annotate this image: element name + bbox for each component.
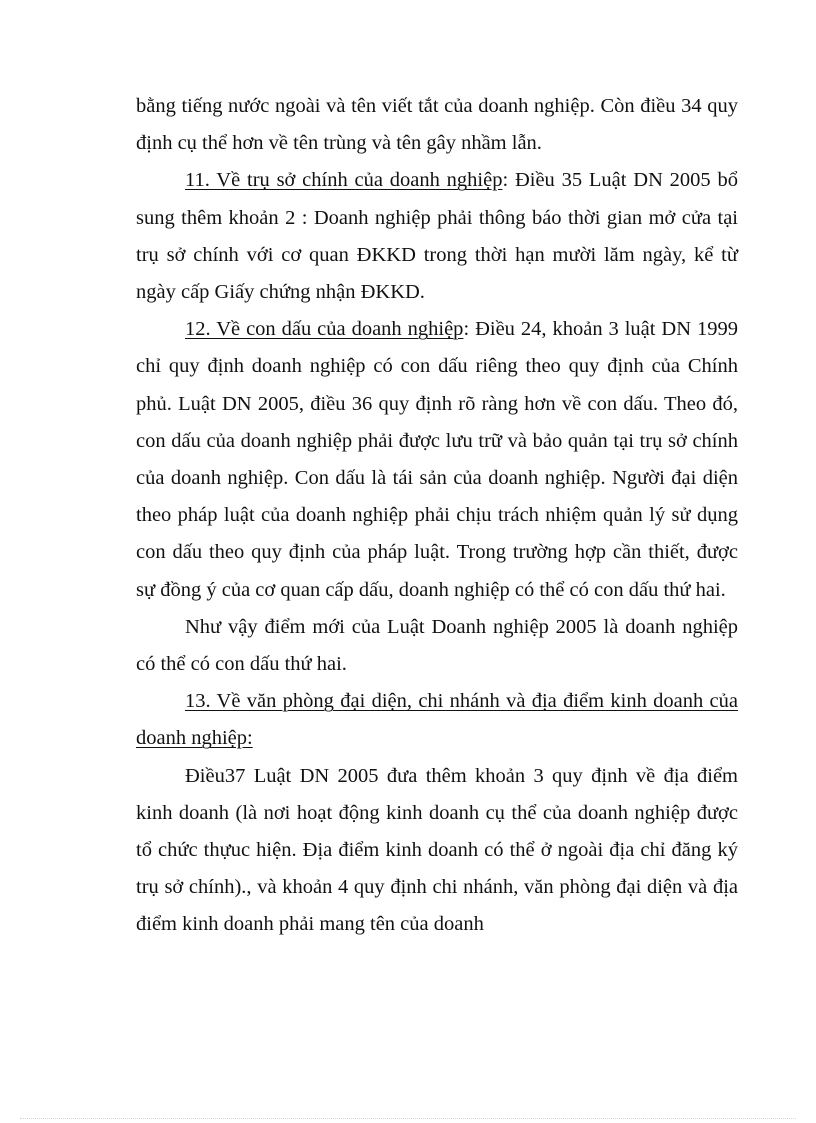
paragraph-name-rules-continued: [136, 88, 738, 162]
section-13-heading-paragraph: [136, 683, 738, 757]
page-bottom-divider: [20, 1118, 796, 1119]
section-11-body: : Điều 35 Luật DN 2005 bổ sung thêm khoản 2 : Doanh nghiệp phải thông báo thời gian mở cửa tại trụ sở chính với cơ quan ĐKKD trong thời hạn mười lăm ngày, kể từ ngày cấp Giấy chứng nhận ĐKKD.: [136, 169, 738, 304]
section-12-body: : Điều 24, khoản 3 luật DN 1999 chỉ quy định doanh nghiệp có con dấu riêng theo quy định của Chính phủ. Luật DN 2005, điều 36 quy định rõ ràng hơn về con dấu. Theo đó, con dấu của doanh nghiệp phải được lưu trữ và bảo quản tại trụ sở chính của doanh nghiệp. Con dấu là tái sản của doanh nghiệp. Người đại diện theo pháp luật của doanh nghiệp phải chịu trách nhiệm quản lý sử dụng con dấu theo quy định của pháp luật. Trong trường hợp cần thiết, được sự đồng ý của cơ quan cấp dấu, doanh nghiệp có thể có con dấu thứ hai.: [136, 318, 738, 601]
section-11-paragraph: [136, 162, 738, 311]
summary-paragraph: [136, 609, 738, 683]
section-13-body: Điều37 Luật DN 2005 đưa thêm khoản 3 quy định về địa điểm kinh doanh (là nơi hoạt động kinh doanh cụ thể của doanh nghiệp được tổ chức thựuc hiện. Địa điểm kinh doanh có thể ở ngoài địa chỉ đăng ký trụ sở chính)., và khoản 4 quy định chi nhánh, văn phòng đại diện và địa điểm kinh doanh phải mang tên của doanh: [136, 764, 738, 936]
paragraph-text: bằng tiếng nước ngoài và tên viết tắt của doanh nghiệp. Còn điều 34 quy định cụ thể hơn về tên trùng và tên gây nhầm lẫn.: [136, 95, 738, 155]
section-12-heading: 12. Về con dấu của doanh nghiệp: [185, 318, 464, 341]
summary-text: Như vậy điểm mới của Luật Doanh nghiệp 2005 là doanh nghiệp có thể có con dấu thứ hai.: [136, 615, 738, 676]
section-13-heading: 13. Về văn phòng đại diện, chi nhánh và địa điểm kinh doanh của doanh nghiệp:: [136, 690, 738, 750]
section-13-paragraph: [136, 758, 738, 944]
section-11-heading: 11. Về trụ sở chính của doanh nghiệp: [185, 169, 503, 192]
section-12-paragraph: [136, 311, 738, 609]
document-body: [136, 88, 738, 944]
